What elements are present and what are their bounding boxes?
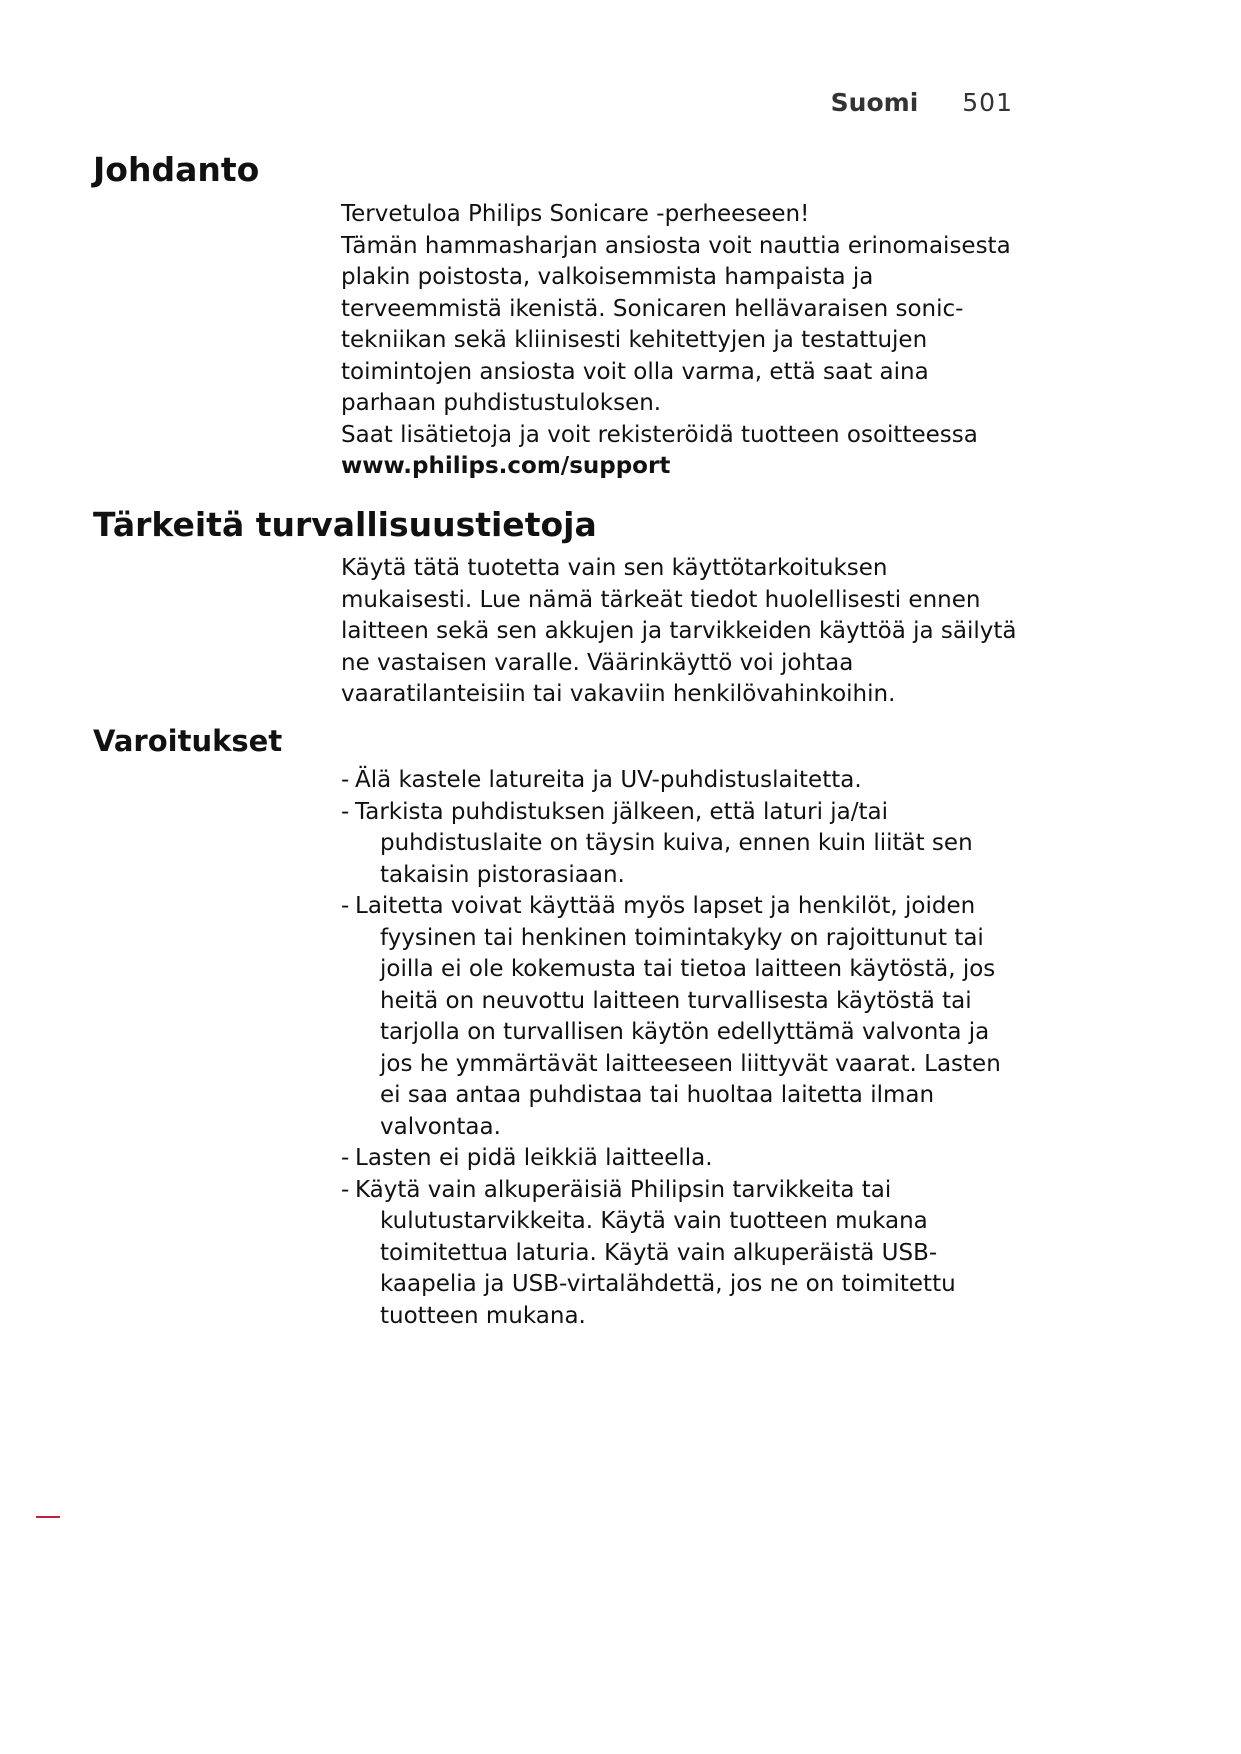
warning-text: Käytä vain alkuperäisiä Philipsin tarvikkeita tai kulutustarvikkeita. Käytä vain tuotteen mukana toimitettua laturia. Käytä vain alkuperäistä USB-kaapelia ja USB-virtalähdettä, jos ne on toimitettu tuotteen mukana. bbox=[355, 1176, 956, 1329]
safety-paragraph: Käytä tätä tuotetta vain sen käyttötarkoituksen mukaisesti. Lue nämä tärkeät tiedot huolellisesti ennen laitteen sekä sen akkujen ja tarvikkeiden käyttöä ja säilytä ne vastaisen varalle. Väärinkäyttö voi johtaa vaaratilanteisiin tai vakaviin henkilövahinkoihin. bbox=[341, 555, 1017, 707]
bullet-dash: - bbox=[341, 798, 350, 825]
intro-paragraph: Saat lisätietoja ja voit rekisteröidä tuotteen osoitteessa bbox=[341, 421, 978, 448]
intro-paragraph: Tervetuloa Philips Sonicare -perheeseen! bbox=[341, 201, 810, 227]
footer-color-mark bbox=[36, 1516, 60, 1518]
bullet-dash: - bbox=[341, 893, 350, 919]
bullet-dash: - bbox=[341, 1176, 350, 1203]
warning-text: Lasten ei pidä leikkiä laitteella. bbox=[355, 1145, 713, 1171]
warnings-heading: Varoitukset bbox=[93, 724, 283, 758]
warnings-list bbox=[341, 765, 1021, 1332]
support-link[interactable]: www.philips.com/support bbox=[341, 453, 671, 479]
warning-text: Tarkista puhdistuksen jälkeen, että laturi ja/tai puhdistuslaite on täysin kuiva, ennen kuin liität sen takaisin pistorasiaan. bbox=[355, 798, 973, 888]
intro-paragraph: Tämän hammasharjan ansiosta voit nauttia erinomaisesta plakin poistosta, valkoisemmista hampaista ja terveemmistä ikenistä. Sonicaren hellävaraisen sonic-tekniikan sekä kliinisesti kehitettyjen ja testattujen toimintojen ansiosta voit olla varma, että saat aina parhaan puhdistustuloksen. bbox=[341, 232, 1011, 416]
safety-body bbox=[341, 553, 1021, 711]
safety-heading: Tärkeitä turvallisuustietoja bbox=[93, 505, 597, 544]
bullet-dash: - bbox=[341, 1145, 350, 1171]
intro-heading: Johdanto bbox=[93, 150, 260, 189]
warning-text: Laitetta voivat käyttää myös lapset ja henkilöt, joiden fyysinen tai henkinen toimintakyky on rajoittunut tai joilla ei ole kokemusta tai tietoa laitteen käytöstä, jos heitä on neuvottu laitteen turvallisesta käytöstä tai tarjolla on turvallisen käytön edellyttämä valvonta ja jos he ymmärtävät laitteeseen liittyvät vaarat. Lasten ei saa antaa puhdistaa tai huoltaa laitetta ilman valvontaa. bbox=[355, 893, 1001, 1140]
warning-item bbox=[341, 1175, 1021, 1333]
warning-text: Älä kastele latureita ja UV-puhdistuslaitetta. bbox=[355, 767, 862, 793]
page-number: 501 bbox=[962, 88, 1013, 117]
bullet-dash: - bbox=[341, 767, 350, 793]
warning-item bbox=[341, 797, 1021, 892]
language-label: Suomi bbox=[830, 88, 919, 117]
warning-item bbox=[341, 891, 1021, 1143]
warning-item bbox=[341, 1143, 1021, 1175]
warning-item bbox=[341, 765, 1021, 797]
warnings-body bbox=[341, 765, 1021, 1332]
intro-body bbox=[341, 199, 1021, 483]
page-header bbox=[831, 88, 1013, 117]
